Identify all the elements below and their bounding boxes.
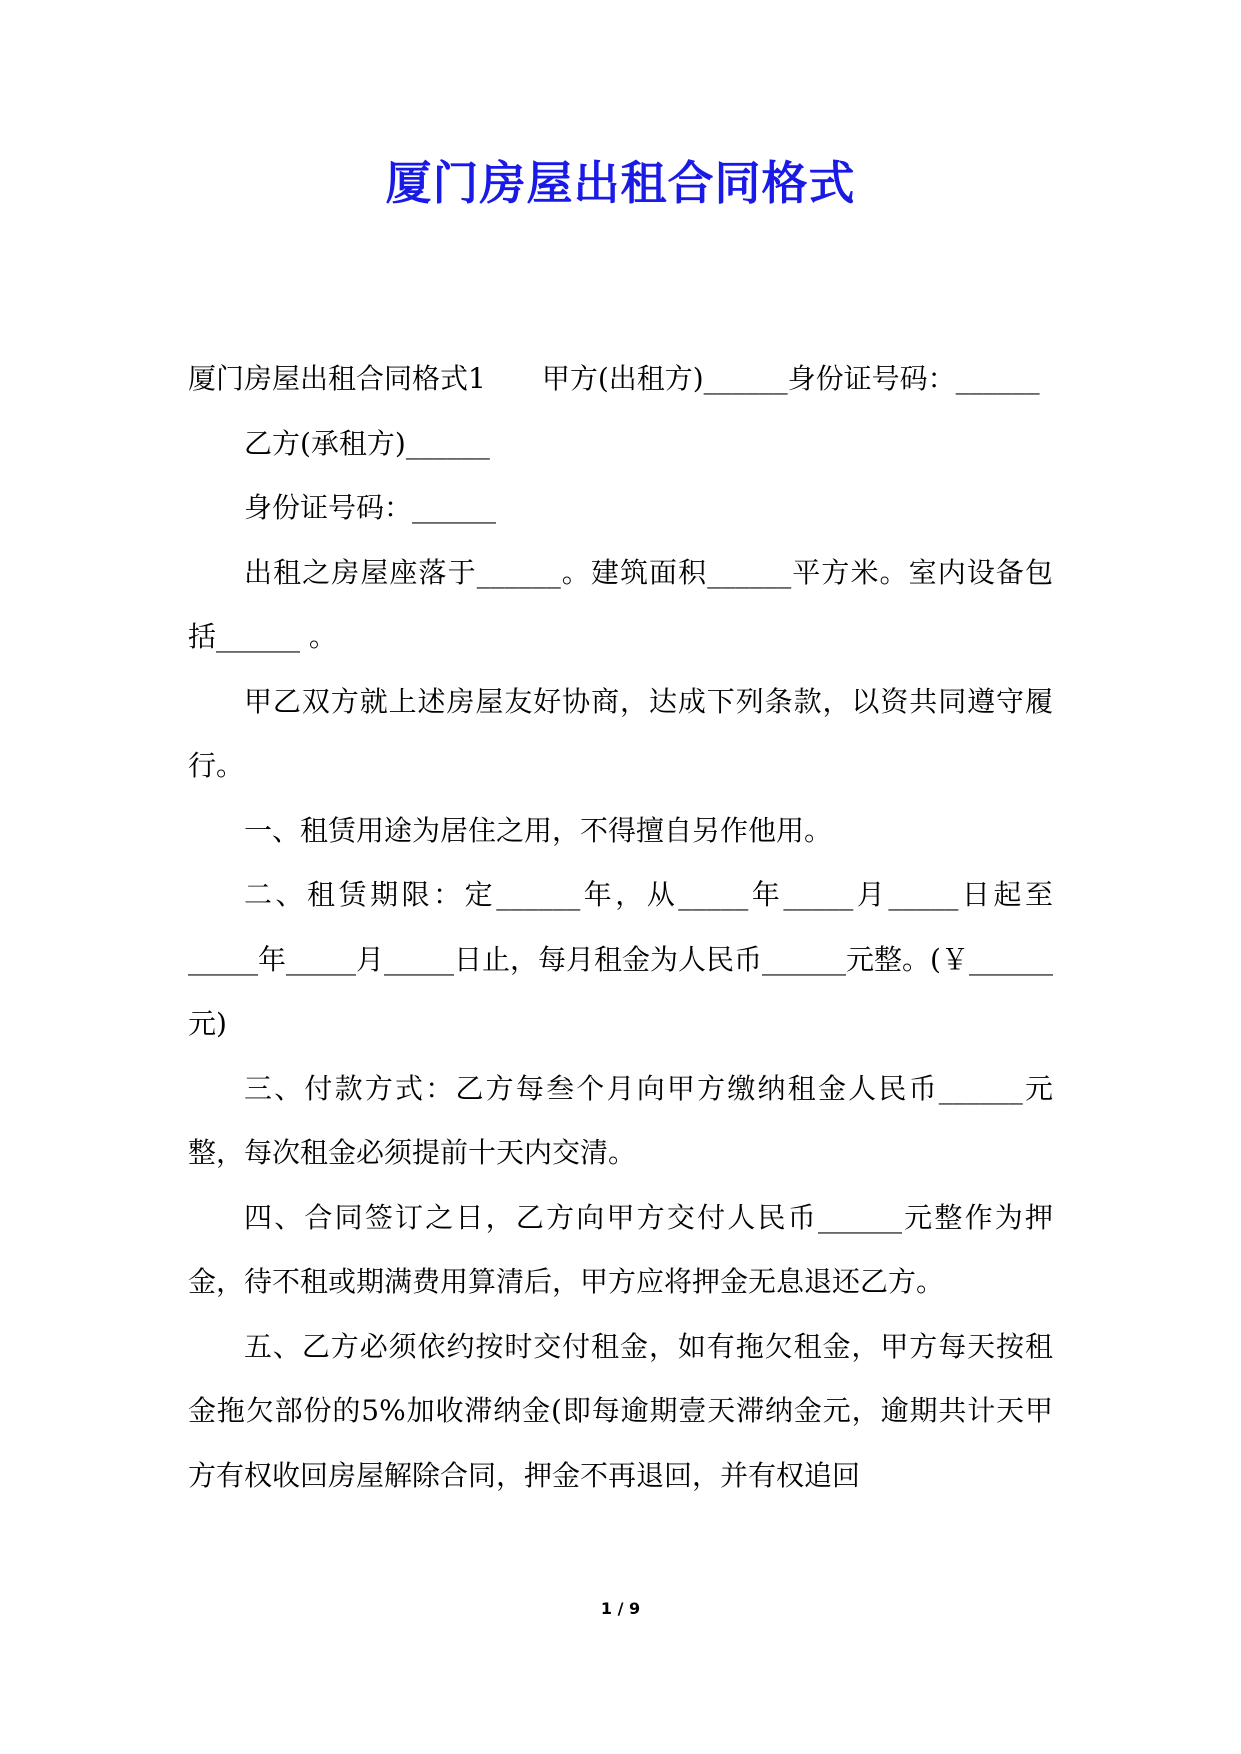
opening-paragraph: 厦门房屋出租合同格式1 甲方(出租方)______身份证号码：______: [188, 362, 1040, 395]
document-body: [188, 347, 1053, 1508]
document-title: 厦门房屋出租合同格式: [385, 156, 856, 210]
clause-2: 二、租赁期限：定______年，从_____年_____月_____日起至_____年_____月_____日止，每月租金为人民币______元整。(￥______元): [188, 878, 1053, 1040]
page-number: 1 / 9: [600, 1599, 641, 1618]
clause-5: 五、乙方必须依约按时交付租金，如有拖欠租金，甲方每天按租金拖欠部份的5%加收滞纳金(即每逾期壹天滞纳金元，逾期共计天甲方有权收回房屋解除合同，押金不再退回，并有权追回: [188, 1329, 1053, 1492]
party-b-line: 乙方(承租方)______: [244, 426, 490, 460]
clause-3: 三、付款方式：乙方每叁个月向甲方缴纳租金人民币______元整，每次租金必须提前十天内交清。: [188, 1071, 1053, 1169]
property-location-paragraph: 出租之房屋座落于______。建筑面积______平方米。室内设备包括______ 。: [188, 555, 1053, 653]
agreement-paragraph: 甲乙双方就上述房屋友好协商，达成下列条款，以资共同遵守履行。: [188, 684, 1053, 782]
party-b-id-line: 身份证号码：______: [244, 491, 497, 524]
clause-4: 四、合同签订之日，乙方向甲方交付人民币______元整作为押金，待不租或期满费用算清后，甲方应将押金无息退还乙方。: [188, 1200, 1053, 1298]
clause-1: 一、租赁用途为居住之用，不得擅自另作他用。: [244, 813, 833, 847]
